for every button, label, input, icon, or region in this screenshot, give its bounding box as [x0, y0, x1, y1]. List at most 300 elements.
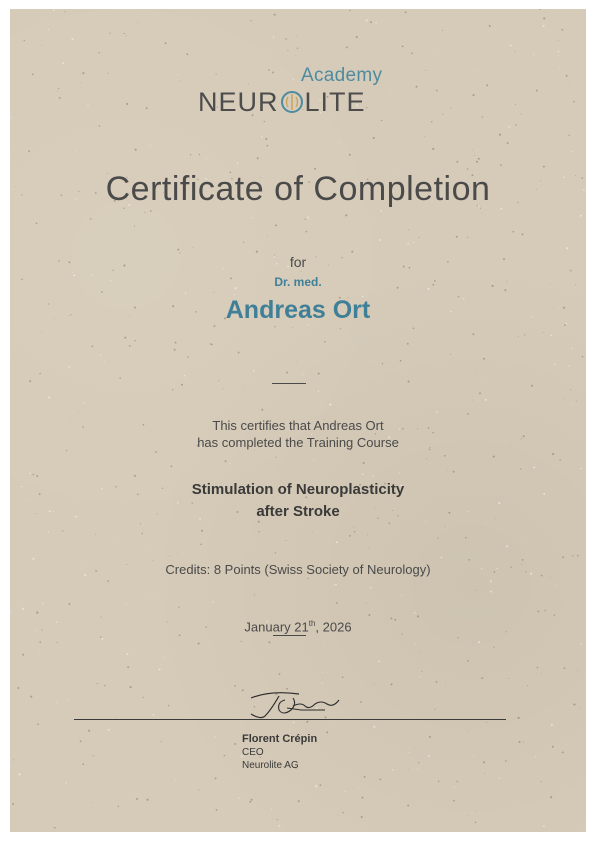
paper-speckle [56, 702, 57, 703]
paper-speckle [486, 84, 488, 86]
paper-speckle [346, 46, 348, 48]
paper-speckle [275, 552, 276, 553]
paper-speckle [13, 759, 14, 760]
paper-speckle [349, 535, 351, 537]
paper-speckle [82, 763, 84, 765]
paper-speckle [577, 555, 579, 557]
paper-speckle [507, 142, 509, 144]
recipient-honorific: Dr. med. [274, 275, 322, 289]
paper-speckle [508, 126, 510, 128]
paper-speckle [467, 237, 468, 238]
paper-speckle [297, 48, 298, 49]
paper-speckle [479, 392, 481, 394]
paper-speckle [482, 116, 483, 117]
recipient-name: Andreas Ort [225, 296, 371, 324]
paper-speckle [558, 40, 559, 41]
course-title-line-2: after Stroke [256, 503, 340, 520]
paper-speckle [152, 560, 153, 561]
paper-speckle [224, 755, 226, 757]
paper-speckle [450, 108, 451, 109]
course-title-line-1: Stimulation of Neuroplasticity [191, 481, 405, 498]
paper-speckle [326, 731, 328, 733]
paper-speckle [457, 637, 458, 638]
paper-speckle [505, 760, 507, 762]
paper-speckle [58, 88, 59, 89]
paper-speckle [456, 781, 458, 783]
paper-speckle [286, 540, 287, 541]
paper-speckle [254, 594, 255, 595]
paper-speckle [493, 647, 494, 648]
paper-speckle [390, 683, 392, 685]
paper-speckle [572, 555, 573, 556]
paper-speckle [367, 534, 368, 535]
paper-speckle [441, 557, 443, 559]
paper-speckle [467, 815, 468, 816]
paper-speckle [564, 667, 566, 669]
paper-speckle [499, 778, 500, 779]
paper-speckle [42, 332, 43, 333]
paper-speckle [82, 52, 83, 53]
paper-speckle [13, 146, 14, 147]
paper-speckle [378, 660, 380, 662]
paper-speckle [475, 810, 476, 811]
paper-speckle [266, 145, 268, 147]
paper-speckle [10, 766, 11, 767]
paper-speckle [253, 370, 255, 372]
paper-speckle [572, 151, 573, 152]
paper-speckle [405, 11, 407, 13]
paper-speckle [432, 749, 433, 750]
paper-speckle [360, 701, 362, 703]
paper-speckle [150, 145, 151, 146]
paper-speckle [580, 644, 582, 646]
paper-speckle [292, 327, 293, 328]
paper-speckle [481, 677, 483, 679]
paper-speckle [515, 104, 516, 105]
divider [272, 383, 306, 384]
paper-speckle [67, 700, 68, 701]
paper-speckle [409, 752, 410, 753]
paper-speckle [490, 591, 492, 593]
paper-speckle [229, 463, 230, 464]
paper-speckle [151, 599, 152, 600]
paper-speckle [18, 470, 19, 471]
paper-speckle [206, 158, 207, 159]
paper-speckle [174, 349, 176, 351]
paper-speckle [419, 676, 420, 677]
paper-speckle [555, 679, 556, 680]
paper-speckle [250, 20, 251, 21]
paper-speckle [100, 637, 101, 638]
paper-speckle [223, 388, 224, 389]
paper-speckle [522, 559, 524, 561]
paper-speckle [287, 50, 288, 51]
paper-speckle [56, 642, 57, 643]
paper-speckle [467, 660, 469, 662]
paper-speckle [474, 70, 475, 71]
paper-speckle [72, 44, 73, 45]
paper-speckle [198, 642, 200, 644]
paper-speckle [140, 523, 141, 524]
paper-speckle [251, 799, 253, 801]
paper-speckle [573, 101, 575, 103]
paper-speckle [415, 644, 416, 645]
paper-speckle [57, 91, 58, 92]
paper-speckle [467, 731, 468, 732]
paper-speckle [438, 780, 440, 782]
paper-speckle [368, 548, 369, 549]
paper-speckle [447, 470, 448, 471]
paper-speckle [490, 580, 492, 582]
paper-speckle [172, 389, 173, 390]
paper-speckle [554, 615, 555, 616]
paper-speckle [82, 72, 84, 74]
paper-speckle [379, 779, 381, 781]
paper-speckle [295, 55, 296, 56]
paper-speckle [279, 825, 281, 827]
paper-speckle [372, 475, 373, 476]
paper-speckle [142, 533, 144, 535]
paper-speckle [555, 585, 556, 586]
paper-speckle [312, 531, 313, 532]
paper-speckle [558, 51, 560, 53]
paper-speckle [543, 825, 545, 827]
paper-speckle [243, 526, 244, 527]
paper-speckle [100, 617, 101, 618]
paper-speckle [551, 724, 553, 726]
paper-speckle [22, 654, 24, 656]
paper-speckle [285, 38, 287, 40]
paper-speckle [118, 806, 120, 808]
paper-speckle [408, 229, 409, 230]
paper-speckle [572, 403, 573, 404]
paper-speckle [570, 270, 572, 272]
paper-speckle [428, 755, 430, 757]
paper-speckle [537, 667, 539, 669]
paper-speckle [342, 676, 344, 678]
paper-speckle [214, 292, 215, 293]
paper-speckle [119, 377, 121, 379]
paper-speckle [126, 653, 128, 655]
paper-speckle [261, 409, 263, 411]
paper-speckle [191, 40, 192, 41]
paper-speckle [130, 686, 132, 688]
paper-speckle [409, 747, 410, 748]
paper-speckle [198, 789, 199, 790]
paper-speckle [100, 355, 101, 356]
paper-speckle [124, 33, 125, 34]
paper-speckle [474, 756, 475, 757]
paper-speckle [338, 141, 339, 142]
paper-speckle [297, 36, 298, 37]
paper-speckle [413, 242, 414, 243]
paper-speckle [426, 458, 427, 459]
paper-speckle [150, 210, 152, 212]
date-divider [273, 635, 306, 636]
paper-speckle [108, 73, 109, 74]
paper-speckle [146, 107, 148, 109]
paper-speckle [297, 591, 298, 592]
paper-speckle [306, 231, 308, 233]
paper-speckle [126, 35, 127, 36]
paper-speckle [475, 369, 476, 370]
paper-speckle [436, 681, 438, 683]
paper-speckle [265, 138, 267, 140]
paper-speckle [134, 475, 136, 477]
paper-speckle [279, 673, 281, 675]
paper-speckle [442, 30, 443, 31]
paper-speckle [318, 373, 320, 375]
paper-speckle [103, 361, 104, 362]
signer-role: CEO [242, 747, 264, 758]
paper-speckle [535, 756, 536, 757]
paper-speckle [91, 345, 93, 347]
paper-speckle [127, 160, 128, 161]
paper-speckle [362, 473, 364, 475]
paper-speckle [499, 134, 501, 136]
paper-speckle [135, 149, 137, 151]
paper-speckle [559, 68, 560, 69]
paper-speckle [533, 466, 535, 468]
paper-speckle [351, 251, 353, 253]
paper-speckle [29, 380, 31, 382]
paper-speckle [504, 289, 506, 291]
paper-speckle [213, 325, 215, 327]
paper-speckle [524, 334, 525, 335]
paper-speckle [177, 553, 178, 554]
paper-speckle [64, 11, 65, 12]
paper-speckle [368, 614, 370, 616]
paper-speckle [261, 136, 262, 137]
paper-speckle [39, 653, 40, 654]
paper-speckle [518, 336, 519, 337]
paper-speckle [48, 29, 49, 30]
paper-speckle [92, 802, 93, 803]
paper-speckle [475, 822, 477, 824]
paper-speckle [297, 361, 298, 362]
paper-speckle [234, 743, 236, 745]
paper-speckle [419, 652, 420, 653]
paper-speckle [240, 635, 241, 636]
paper-speckle [131, 796, 132, 797]
paper-speckle [432, 148, 434, 150]
paper-speckle [489, 25, 491, 27]
paper-speckle [80, 82, 81, 83]
paper-speckle [238, 798, 239, 799]
paper-speckle [163, 656, 164, 657]
paper-speckle [541, 673, 542, 674]
paper-speckle [249, 801, 251, 803]
paper-speckle [329, 404, 331, 406]
paper-speckle [375, 22, 377, 24]
paper-speckle [456, 236, 458, 238]
paper-speckle [436, 411, 438, 413]
paper-speckle [554, 364, 556, 366]
paper-speckle [274, 326, 275, 327]
paper-speckle [10, 117, 11, 118]
brain-icon [279, 90, 305, 114]
paper-speckle [487, 523, 488, 524]
paper-speckle [562, 751, 564, 753]
paper-speckle [243, 242, 244, 243]
paper-speckle [427, 748, 428, 749]
paper-speckle [178, 606, 179, 607]
paper-speckle [493, 456, 495, 458]
paper-speckle [566, 75, 568, 77]
paper-speckle [36, 222, 38, 224]
paper-speckle [53, 10, 55, 12]
paper-speckle [99, 125, 101, 127]
paper-speckle [486, 722, 487, 723]
paper-speckle [345, 214, 347, 216]
paper-speckle [199, 154, 200, 155]
paper-speckle [541, 781, 542, 782]
paper-speckle [302, 374, 303, 375]
paper-speckle [333, 585, 334, 586]
paper-speckle [380, 210, 382, 212]
logo-word-end: LITE [304, 87, 366, 117]
paper-speckle [241, 641, 242, 642]
paper-speckle [421, 671, 422, 672]
paper-speckle [468, 559, 470, 561]
paper-speckle [210, 343, 211, 344]
paper-speckle [580, 468, 581, 469]
paper-speckle [129, 345, 131, 347]
paper-speckle [520, 469, 521, 470]
paper-speckle [354, 531, 355, 532]
paper-speckle [66, 450, 67, 451]
paper-speckle [413, 328, 415, 330]
paper-speckle [213, 601, 214, 602]
paper-speckle [48, 531, 49, 532]
paper-speckle [472, 400, 473, 401]
paper-speckle [29, 473, 31, 475]
paper-speckle [518, 741, 520, 743]
paper-speckle [414, 612, 416, 614]
paper-speckle [72, 38, 74, 40]
paper-speckle [382, 363, 383, 364]
paper-speckle [144, 212, 145, 213]
for-label: for [289, 254, 307, 270]
paper-speckle [506, 545, 508, 547]
paper-speckle [353, 527, 354, 528]
paper-speckle [438, 52, 439, 53]
handwritten-signature [241, 680, 341, 722]
paper-speckle [518, 717, 520, 719]
paper-speckle [542, 332, 543, 333]
paper-speckle [216, 809, 218, 811]
paper-speckle [165, 42, 167, 44]
paper-speckle [26, 499, 27, 500]
paper-speckle [155, 451, 157, 453]
paper-speckle [305, 219, 306, 220]
paper-speckle [59, 97, 61, 99]
paper-speckle [562, 556, 564, 558]
paper-speckle [238, 352, 240, 354]
paper-speckle [169, 555, 170, 556]
paper-speckle [474, 155, 475, 156]
paper-speckle [225, 460, 227, 462]
paper-speckle [418, 762, 419, 763]
paper-speckle [577, 670, 578, 671]
paper-speckle [153, 714, 155, 716]
paper-speckle [22, 608, 24, 610]
paper-speckle [61, 348, 62, 349]
paper-speckle [36, 475, 38, 477]
paper-speckle [425, 521, 426, 522]
signer-name: Florent Crépin [242, 733, 318, 745]
paper-speckle [62, 530, 63, 531]
credits-text: Credits: 8 Points (Swiss Society of Neurology) [165, 562, 431, 577]
paper-speckle [494, 558, 495, 559]
paper-speckle [370, 21, 372, 23]
paper-speckle [390, 362, 391, 363]
paper-speckle [444, 526, 445, 527]
paper-speckle [399, 473, 400, 474]
paper-speckle [377, 768, 378, 769]
paper-speckle [574, 704, 576, 706]
paper-speckle [68, 366, 70, 368]
paper-speckle [582, 356, 584, 358]
paper-speckle [570, 389, 571, 390]
paper-speckle [54, 343, 55, 344]
paper-speckle [478, 641, 480, 643]
paper-speckle [436, 90, 438, 92]
paper-speckle [465, 537, 467, 539]
paper-speckle [527, 685, 528, 686]
statement-line-2: has completed the Training Course [197, 435, 399, 450]
paper-speckle [75, 150, 76, 151]
paper-speckle [124, 337, 126, 339]
paper-speckle [430, 731, 431, 732]
paper-speckle [335, 584, 337, 586]
paper-speckle [142, 697, 143, 698]
paper-speckle [425, 70, 426, 71]
paper-speckle [186, 53, 188, 55]
paper-speckle [319, 784, 321, 786]
paper-speckle [431, 121, 432, 122]
paper-speckle [95, 534, 96, 535]
logo-academy-text: Academy [301, 65, 383, 86]
paper-speckle [523, 741, 524, 742]
paper-speckle [101, 291, 103, 293]
paper-speckle [65, 782, 67, 784]
paper-speckle [407, 343, 409, 345]
paper-speckle [568, 82, 569, 83]
paper-speckle [200, 544, 202, 546]
paper-speckle [10, 611, 11, 612]
paper-speckle [485, 399, 487, 401]
paper-speckle [78, 411, 79, 412]
paper-speckle [301, 271, 302, 272]
paper-speckle [546, 12, 547, 13]
paper-speckle [539, 9, 541, 10]
paper-speckle [326, 348, 327, 349]
paper-speckle [363, 462, 365, 464]
paper-speckle [251, 217, 252, 218]
paper-speckle [500, 164, 502, 166]
paper-speckle [401, 595, 402, 596]
paper-speckle [109, 33, 110, 34]
paper-speckle [338, 815, 339, 816]
paper-speckle [184, 375, 186, 377]
paper-speckle [478, 158, 480, 160]
paper-speckle [275, 457, 276, 458]
paper-speckle [80, 740, 82, 742]
paper-speckle [364, 776, 366, 778]
paper-speckle [536, 90, 538, 92]
paper-speckle [177, 249, 179, 251]
